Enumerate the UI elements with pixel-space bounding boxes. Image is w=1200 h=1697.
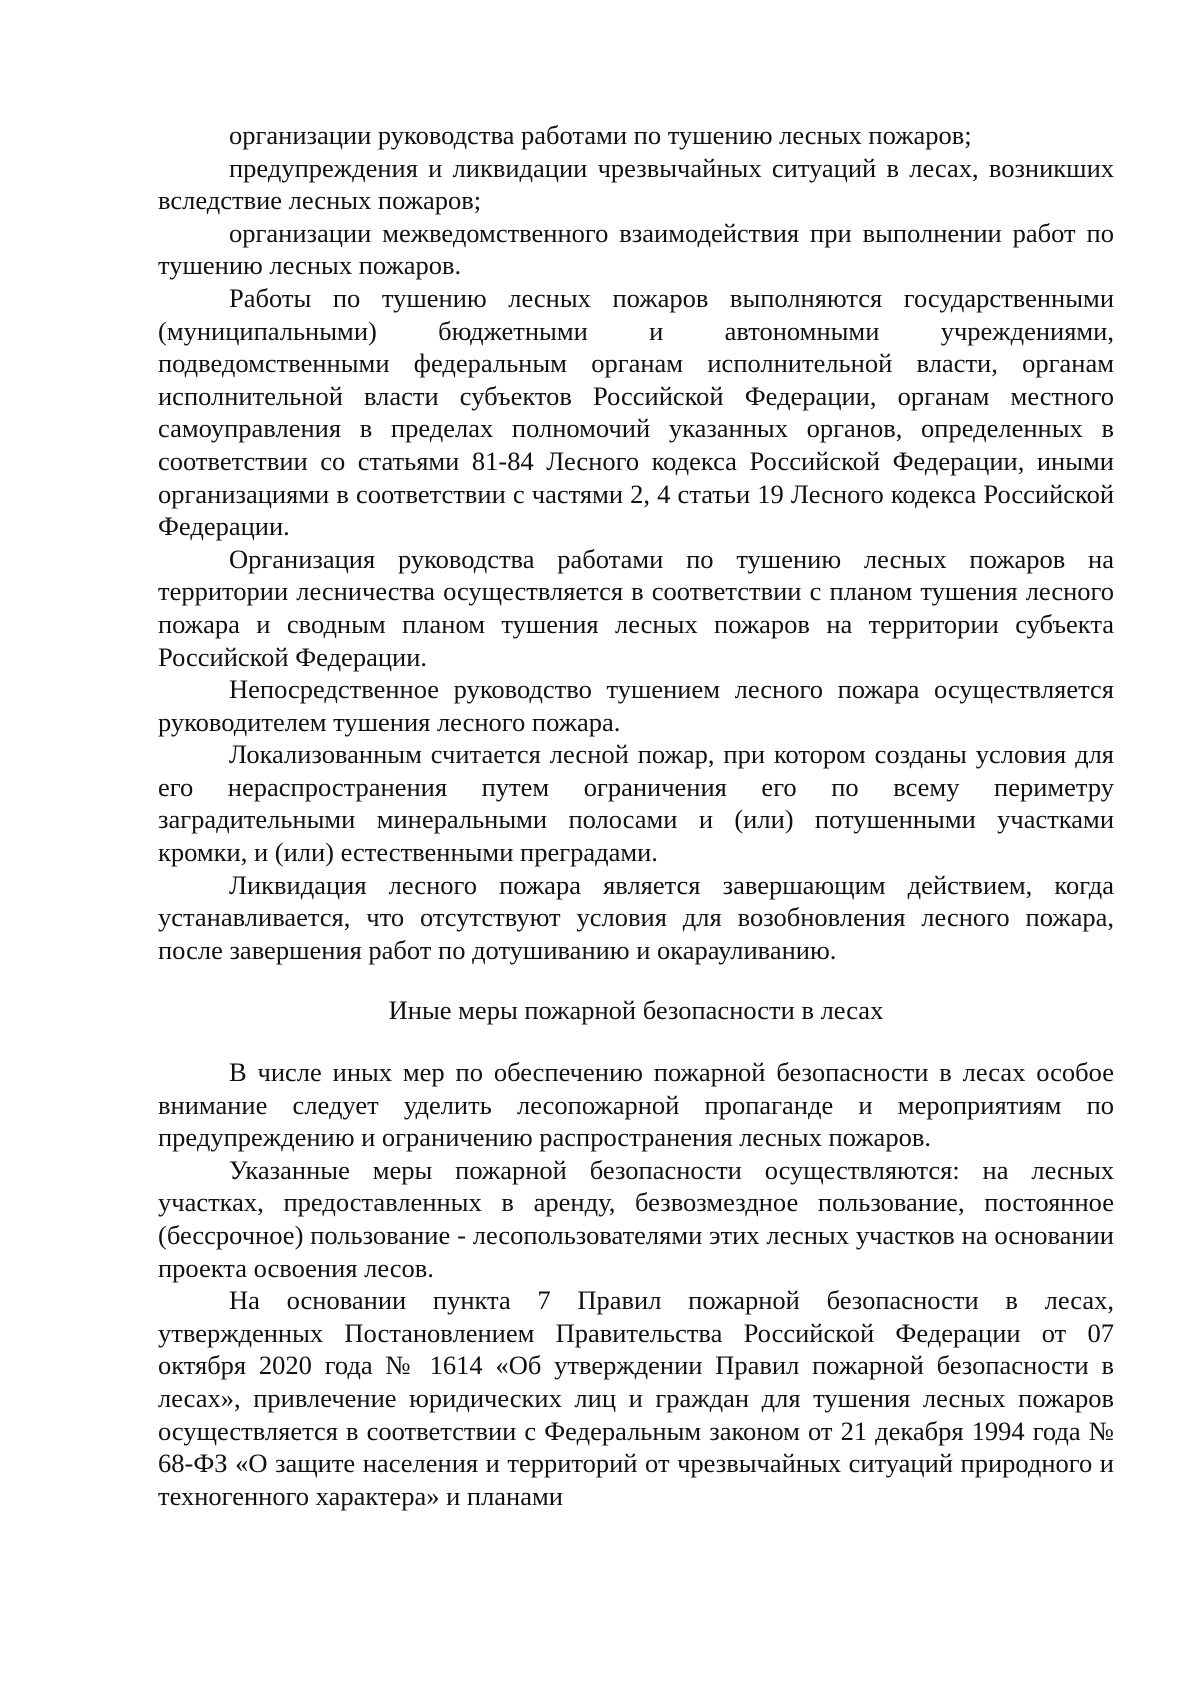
section-heading: Иные меры пожарной безопасности в лесах xyxy=(388,995,884,1026)
paragraph: Ликвидация лесного пожара является завершающим действием, когда устанавливается, что отсутствуют условия для возобновления лесного пожара, после завершения работ по дотушиванию и окарауливанию. xyxy=(158,869,1114,965)
paragraph: В числе иных мер по обеспечению пожарной безопасности в лесах особое внимание следует уделить лесопожарной пропаганде и мероприятиям по предупреждению и ограничению распространения лесных пожаров. xyxy=(158,1057,1114,1153)
paragraph: Указанные меры пожарной безопасности осуществляются: на лесных участках, предоставленных в аренду, безвозмездное пользование, постоянное (бессрочное) пользование - лесопользователями этих лесных участков на основании проекта освоения лесов. xyxy=(158,1154,1114,1283)
paragraph: Непосредственное руководство тушением лесного пожара осуществляется руководителем тушения лесного пожара. xyxy=(158,674,1114,737)
paragraph: Работы по тушению лесных пожаров выполняются государственными (муниципальными) бюджетными и автономными учреждениями, подведомственными федеральным органам исполнительной власти, органам исполнительной власти субъектов Российской Федерации, органам местного самоуправления в пределах полномочий указанных органов, определенных в соответствии со статьями 81-84 Лесного кодекса Российской Федерации, иными организациями в соответствии с частями 2, 4 статьи 19 Лесного кодекса Российской Федерации. xyxy=(158,282,1114,542)
paragraph: Локализованным считается лесной пожар, при котором созданы условия для его нераспространения путем ограничения его по всему периметру заградительными минеральными полосами и (или) потушенными участками кромки, и (или) естественными преградами. xyxy=(158,739,1114,868)
paragraph: организации руководства работами по тушению лесных пожаров; xyxy=(229,120,972,150)
paragraph: предупреждения и ликвидации чрезвычайных ситуаций в лесах, возникших вследствие лесных пожаров; xyxy=(158,152,1114,216)
paragraph: Организация руководства работами по тушению лесных пожаров на территории лесничества осуществляется в соответствии с планом тушения лесного пожара и сводным планом тушения лесных пожаров на территории субъекта Российской Федерации. xyxy=(158,543,1114,672)
document-page xyxy=(158,119,1114,1512)
paragraph: организации межведомственного взаимодействия при выполнении работ по тушению лесных пожаров. xyxy=(158,217,1114,281)
paragraph-continued: На основании пункта 7 Правил пожарной безопасности в лесах, утвержденных Постановлением Правительства Российской Федерации от 07 октября 2020 года № 1614 «Об утверждении Правил пожарной безопасности в лесах», привлечение юридических лиц и граждан для тушения лесных пожаров осуществляется в соответствии с Федеральным законом от 21 декабря 1994 года № 68-ФЗ «О защите населения и территорий от чрезвычайных ситуаций природного и техногенного характера» и планами xyxy=(158,1285,1114,1511)
